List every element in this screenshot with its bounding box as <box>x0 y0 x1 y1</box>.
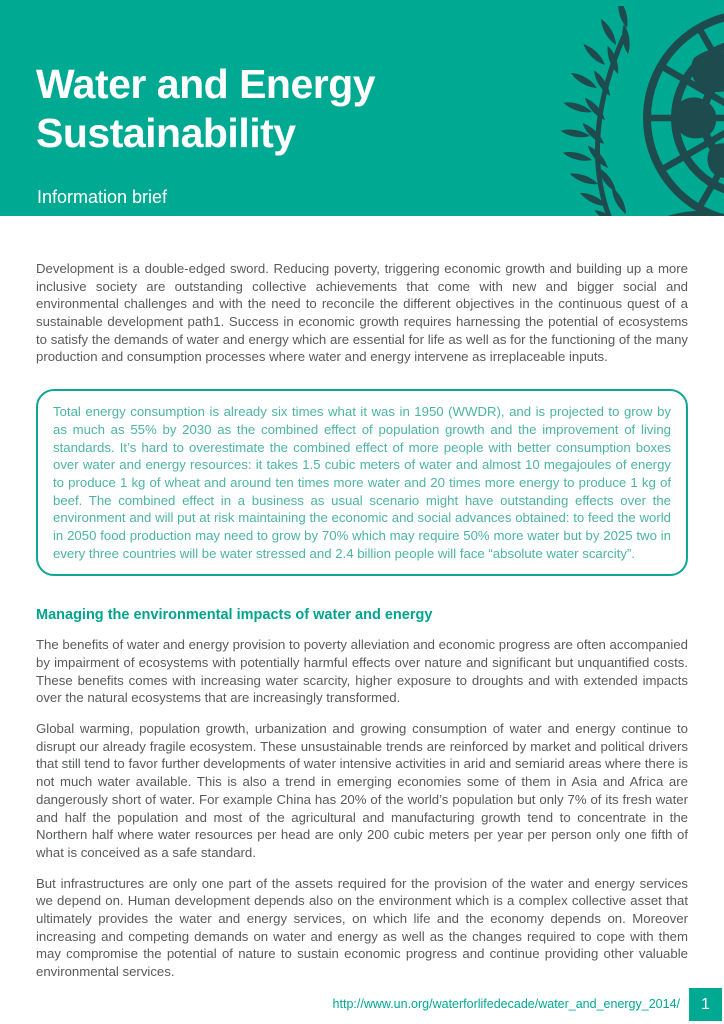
content-area <box>0 260 724 981</box>
page-title <box>36 60 375 158</box>
body-paragraph-2: Global warming, population growth, urbanization and growing consumption of water and energy continue to disrupt our already fragile ecosystem. These unsustainable trends are reinforced by market and political drivers that still tend to favor further developments of water intensive activities in arid and semiarid areas where there is not much water available. This is also a trend in emerging economies some of them in Asia and Africa are dangerously short of water. For example China has 20% of the world’s population but only 7% of its fresh water and half the population and most of the agricultural and manufacturing growth tend to concentrate in the Northern half where water resources per head are only 200 cubic meters per year per person only one fifth of what is conceived as a safe standard. <box>36 721 688 860</box>
page-title-line1: Water and Energy <box>36 61 376 107</box>
body-paragraph-3: But infrastructures are only one part of the assets required for the provision of the water and energy services we depend on. Human development depends also on the environment which is a complex collective asset that ultimately provides the water and energy services, on which life and the economy depends on. Moreover increasing and competing demands on water and energy as well as the changes required to cope with them may compromise the potential of nature to sustain economic progress and continue providing other valuable environmental services. <box>36 875 688 979</box>
header-band <box>0 0 724 216</box>
footer-url-link[interactable]: http://www.un.org/waterforlifedecade/water_and_energy_2014/ <box>332 997 680 1011</box>
page-number-badge: 1 <box>689 988 722 1021</box>
section-heading: Managing the environmental impacts of water and energy <box>36 607 433 624</box>
page-title-line2: Sustainability <box>36 110 296 157</box>
intro-paragraph: Development is a double-edged sword. Reducing poverty, triggering economic growth and building up a more inclusive society are outstanding collective achievements that come with new and bigger social and environmental challenges and with the need to reconcile the different objectives in the continuous quest of a sustainable development path1. Success in economic growth requires harnessing the potential of ecosystems to satisfy the demands of water and energy which are essential for life as well as for the functioning of the many production and consumption processes where water and energy intervene as irreplaceable inputs. <box>36 261 688 365</box>
page-subtitle: Information brief <box>37 187 168 207</box>
un-emblem-icon <box>544 6 724 216</box>
body-paragraph-1: The benefits of water and energy provision to poverty alleviation and economic progress are often accompanied by impairment of ecosystems with potentially harmful effects over nature and significant but unquantified costs. These benefits comes with increasing water scarcity, higher exposure to droughts and with extended impacts over the natural ecosystems that are increasingly transformed. <box>36 637 688 706</box>
callout-text: Total energy consumption is already six times what it was in 1950 (WWDR), and is projected to grow by as much as 55% by 2030 as the combined effect of population growth and the improvement of living standards. It’s hard to overestimate the combined effect of more people with better consumption boxes over water and energy resources: it takes 1.5 cubic meters of water and almost 10 megajoules of energy to produce 1 kg of wheat and around ten times more water and 20 times more energy to produce 1 kg of beef. The combined effect in a business as usual scenario might have outstanding effects over the environment and will put at risk maintaining the economic and social advances obtained: to feed the world in 2050 food production may need to grow by 70% which may require 50% more water but by 2025 two in every three countries will be water stressed and 2.4 billion people will face “absolute water scarcity”. <box>53 404 671 561</box>
callout-box <box>36 389 688 576</box>
